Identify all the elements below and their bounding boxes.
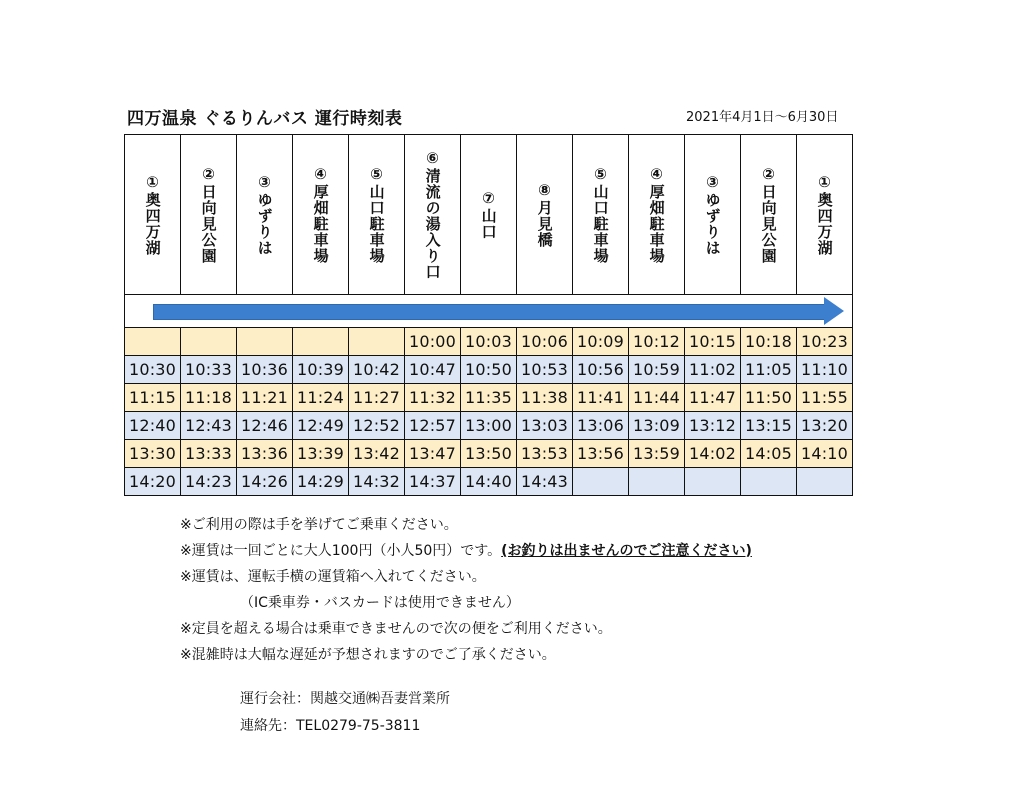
time-cell: 10:36 xyxy=(237,356,293,384)
stop-header xyxy=(629,135,685,295)
time-cell: 10:30 xyxy=(125,356,181,384)
time-cell: 10:39 xyxy=(293,356,349,384)
time-cell: 11:24 xyxy=(293,384,349,412)
time-cell: 13:06 xyxy=(573,412,629,440)
time-cell: 13:20 xyxy=(797,412,853,440)
time-cell xyxy=(573,468,629,496)
contact: 連絡先：TEL0279-75-3811 xyxy=(240,718,421,734)
time-cell: 13:47 xyxy=(405,440,461,468)
time-cell: 13:36 xyxy=(237,440,293,468)
stop-name: 山口 xyxy=(479,207,498,240)
time-cell xyxy=(349,328,405,356)
time-cell: 13:09 xyxy=(629,412,685,440)
time-cell: 13:00 xyxy=(461,412,517,440)
company-info xyxy=(240,686,450,740)
time-cell: 14:23 xyxy=(181,468,237,496)
stop-header xyxy=(237,135,293,295)
time-cell: 10:59 xyxy=(629,356,685,384)
time-cell: 11:05 xyxy=(741,356,797,384)
stop-number: ⑥ xyxy=(426,149,439,168)
time-cell: 13:30 xyxy=(125,440,181,468)
stop-name: ゆずりは xyxy=(703,191,722,256)
time-cell: 14:40 xyxy=(461,468,517,496)
time-cell: 12:57 xyxy=(405,412,461,440)
time-cell: 14:05 xyxy=(741,440,797,468)
time-cell: 10:33 xyxy=(181,356,237,384)
stop-name: 日向見公園 xyxy=(759,183,778,264)
stop-header xyxy=(293,135,349,295)
stop-header xyxy=(573,135,629,295)
note-delay: ※混雑時は大幅な遅延が予想されますのでご了承ください。 xyxy=(180,647,556,663)
stop-header xyxy=(797,135,853,295)
time-cell: 13:15 xyxy=(741,412,797,440)
stop-header-row xyxy=(125,135,853,295)
stop-header xyxy=(349,135,405,295)
time-cell: 14:37 xyxy=(405,468,461,496)
time-cell: 11:32 xyxy=(405,384,461,412)
stop-number: ⑧ xyxy=(538,181,551,200)
time-cell: 14:10 xyxy=(797,440,853,468)
stop-header xyxy=(741,135,797,295)
time-cell: 12:43 xyxy=(181,412,237,440)
time-cell: 13:50 xyxy=(461,440,517,468)
stop-name: 山口駐車場 xyxy=(591,183,610,264)
time-cell: 10:18 xyxy=(741,328,797,356)
stop-name: 山口駐車場 xyxy=(367,183,386,264)
note-fare-box: ※運賃は、運転手横の運賃箱へ入れてください。 xyxy=(180,569,486,585)
time-cell: 14:02 xyxy=(685,440,741,468)
time-cell: 10:56 xyxy=(573,356,629,384)
time-cell: 14:26 xyxy=(237,468,293,496)
time-cell: 13:39 xyxy=(293,440,349,468)
stop-name: 奥四万湖 xyxy=(143,191,162,256)
operator: 運行会社：関越交通㈱吾妻営業所 xyxy=(240,691,450,707)
time-cell: 11:02 xyxy=(685,356,741,384)
stop-name: 厚畑駐車場 xyxy=(311,183,330,264)
time-cell: 10:15 xyxy=(685,328,741,356)
page-title: 四万温泉 ぐるりんバス 運行時刻表 xyxy=(127,109,403,129)
stop-number: ④ xyxy=(314,165,327,184)
time-cell: 13:33 xyxy=(181,440,237,468)
time-cell: 11:55 xyxy=(797,384,853,412)
stop-number: ⑦ xyxy=(482,189,495,208)
note-boarding: ※ご利用の際は手を挙げてご乗車ください。 xyxy=(180,517,458,533)
stop-name: 厚畑駐車場 xyxy=(647,183,666,264)
time-cell: 11:41 xyxy=(573,384,629,412)
stop-header xyxy=(685,135,741,295)
time-cell: 10:12 xyxy=(629,328,685,356)
stop-number: ① xyxy=(146,173,159,192)
stop-name: ゆずりは xyxy=(255,191,274,256)
time-cell: 10:53 xyxy=(517,356,573,384)
time-cell: 10:50 xyxy=(461,356,517,384)
time-cell xyxy=(685,468,741,496)
time-cell xyxy=(629,468,685,496)
date-range: 2021年4月1日～6月30日 xyxy=(686,110,839,125)
note-fare-text: ※運賃は一回ごとに大人100円（小人50円）です。 xyxy=(180,543,502,559)
time-cell: 11:50 xyxy=(741,384,797,412)
note-fare xyxy=(180,538,752,564)
time-cell: 13:12 xyxy=(685,412,741,440)
stop-header xyxy=(405,135,461,295)
time-cell: 12:46 xyxy=(237,412,293,440)
time-cell: 13:03 xyxy=(517,412,573,440)
time-cell: 11:38 xyxy=(517,384,573,412)
note-capacity: ※定員を超える場合は乗車できませんので次の便をご利用ください。 xyxy=(180,621,612,637)
time-cell: 10:23 xyxy=(797,328,853,356)
stop-header xyxy=(125,135,181,295)
time-cell: 14:43 xyxy=(517,468,573,496)
stop-number: ③ xyxy=(258,173,271,192)
time-cell: 11:27 xyxy=(349,384,405,412)
time-cell xyxy=(741,468,797,496)
table-row xyxy=(125,356,853,384)
time-cell: 11:18 xyxy=(181,384,237,412)
time-cell: 14:29 xyxy=(293,468,349,496)
stop-number: ② xyxy=(202,165,215,184)
direction-cell xyxy=(125,295,853,328)
stop-number: ② xyxy=(762,165,775,184)
table-row xyxy=(125,468,853,496)
time-cell: 11:15 xyxy=(125,384,181,412)
stop-number: ③ xyxy=(706,173,719,192)
stop-number: ① xyxy=(818,173,831,192)
time-cell: 10:00 xyxy=(405,328,461,356)
direction-arrow-icon xyxy=(125,295,852,327)
stop-header xyxy=(517,135,573,295)
time-cell: 10:42 xyxy=(349,356,405,384)
stop-name: 奥四万湖 xyxy=(815,191,834,256)
table-row xyxy=(125,412,853,440)
time-cell: 11:21 xyxy=(237,384,293,412)
stop-name: 清流の湯入り口 xyxy=(423,167,442,280)
time-rows xyxy=(125,328,853,496)
table-row xyxy=(125,384,853,412)
time-cell: 12:52 xyxy=(349,412,405,440)
time-cell: 12:40 xyxy=(125,412,181,440)
time-cell: 12:49 xyxy=(293,412,349,440)
table-row xyxy=(125,328,853,356)
time-cell: 13:59 xyxy=(629,440,685,468)
time-cell: 10:09 xyxy=(573,328,629,356)
stop-number: ⑤ xyxy=(594,165,607,184)
stop-header xyxy=(461,135,517,295)
time-cell xyxy=(125,328,181,356)
time-cell: 11:35 xyxy=(461,384,517,412)
stop-name: 月見橋 xyxy=(535,199,554,248)
time-cell xyxy=(181,328,237,356)
time-cell: 11:10 xyxy=(797,356,853,384)
notes xyxy=(180,512,752,668)
time-cell: 13:56 xyxy=(573,440,629,468)
direction-row xyxy=(125,295,853,328)
time-cell: 14:20 xyxy=(125,468,181,496)
time-cell: 13:42 xyxy=(349,440,405,468)
time-cell: 14:32 xyxy=(349,468,405,496)
timetable xyxy=(124,134,853,496)
stop-number: ④ xyxy=(650,165,663,184)
time-cell: 11:44 xyxy=(629,384,685,412)
time-cell: 10:06 xyxy=(517,328,573,356)
time-cell: 10:47 xyxy=(405,356,461,384)
time-cell: 10:03 xyxy=(461,328,517,356)
time-cell xyxy=(237,328,293,356)
time-cell xyxy=(797,468,853,496)
stop-number: ⑤ xyxy=(370,165,383,184)
note-ic-card: （IC乗車券・バスカードは使用できません） xyxy=(240,595,520,611)
stop-header xyxy=(181,135,237,295)
table-row xyxy=(125,440,853,468)
note-no-change: (お釣りは出ませんのでご注意ください) xyxy=(501,543,752,559)
time-cell xyxy=(293,328,349,356)
stop-name: 日向見公園 xyxy=(199,183,218,264)
time-cell: 11:47 xyxy=(685,384,741,412)
time-cell: 13:53 xyxy=(517,440,573,468)
